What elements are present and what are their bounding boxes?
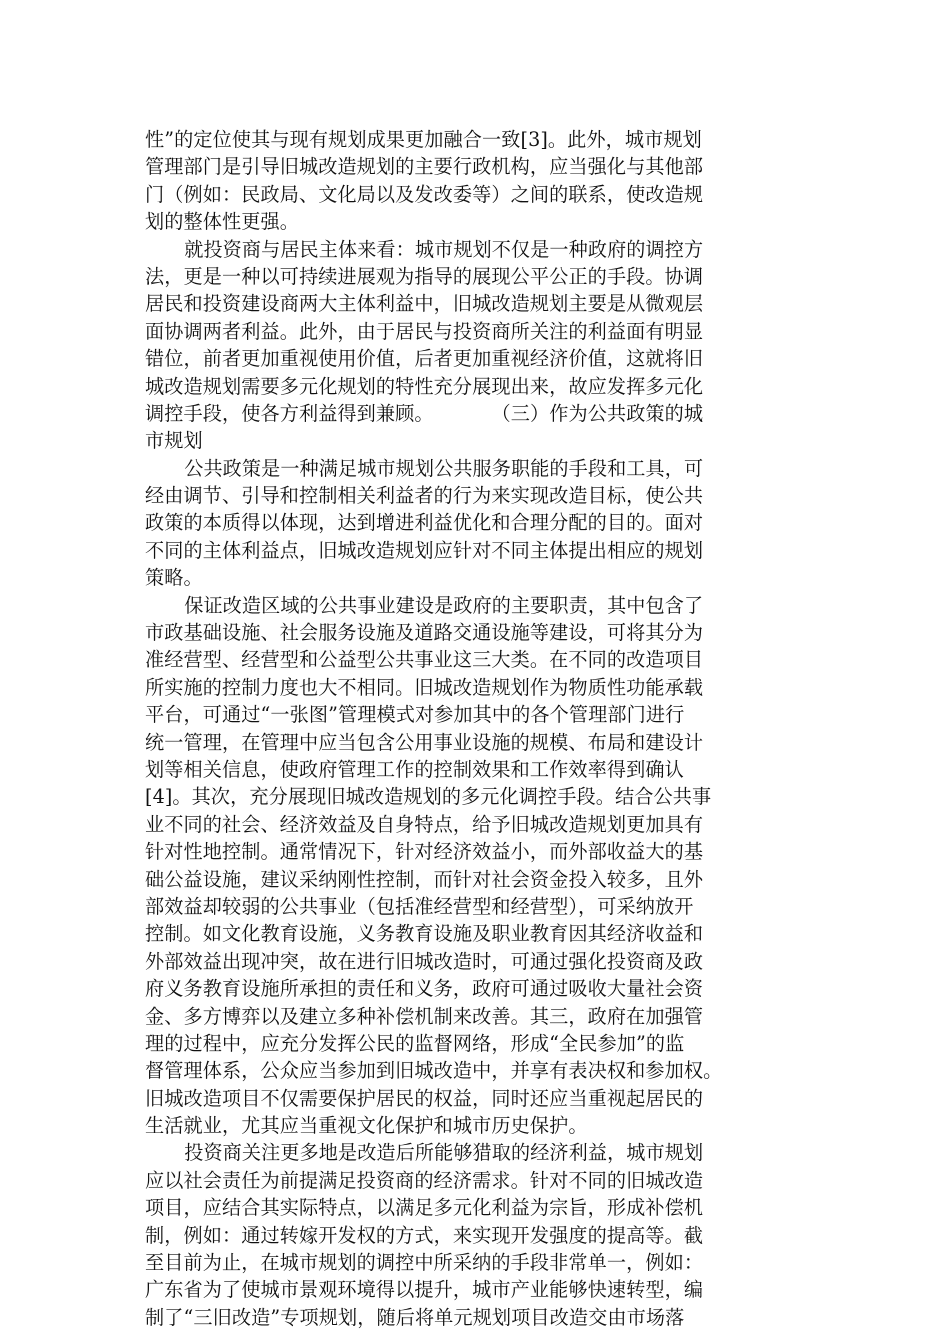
text-line: 部效益却较弱的公共事业（包括准经营型和经营型），可采纳放开 <box>145 894 694 918</box>
text-line: 准经营型、经营型和公益型公共事业这三大类。在不同的改造项目 <box>145 648 704 672</box>
document-page <box>145 126 805 1331</box>
paragraph-first-line: 保证改造区域的公共事业建设是政府的主要职责，其中包含了 <box>184 593 704 617</box>
text-line: 划的整体性更强。 <box>145 210 299 234</box>
text-line: 制，例如：通过转嫁开发权的方式，来实现开发强度的提高等。截 <box>145 1223 704 1247</box>
text-line: 管理部门是引导旧城改造规划的主要行政机构，应当强化与其他部 <box>145 155 704 179</box>
text-line: 理的过程中，应充分发挥公民的监督网络，形成“全民参加”的监 <box>145 1031 685 1055</box>
text-line: 调控手段，使各方利益得到兼顾。 （三）作为公共政策的城 <box>145 401 704 425</box>
text-line: 至目前为止，在城市规划的调控中所采纳的手段非常单一，例如： <box>145 1251 704 1275</box>
text-line: 控制。如文化教育设施，义务教育设施及职业教育因其经济收益和 <box>145 922 704 946</box>
paragraph-first-line: 投资商关注更多地是改造后所能够猎取的经济利益，城市规划 <box>184 1141 704 1165</box>
text-line: 错位，前者更加重视使用价值，后者更加重视经济价值，这就将旧 <box>145 347 704 371</box>
text-line: 府义务教育设施所承担的责任和义务，政府可通过吸收大量社会资 <box>145 977 704 1001</box>
text-line: 金、多方博弈以及建立多种补偿机制来改善。其三，政府在加强管 <box>145 1004 704 1028</box>
text-line: 法，更是一种以可持续进展观为指导的展现公平公正的手段。协调 <box>145 264 704 288</box>
text-line: 城改造规划需要多元化规划的特性充分展现出来，故应发挥多元化 <box>145 374 704 398</box>
text-line: 应以社会责任为前提满足投资商的经济需求。针对不同的旧城改造 <box>145 1168 704 1192</box>
text-line: 面协调两者利益。此外，由于居民与投资商所关注的利益面有明显 <box>145 319 704 343</box>
text-line: 统一管理，在管理中应当包含公用事业设施的规模、布局和建设计 <box>145 730 704 754</box>
text-line: 性”的定位使其与现有规划成果更加融合一致[3]。此外，城市规划 <box>145 128 702 151</box>
paragraph-first-line: 公共政策是一种满足城市规划公共服务职能的手段和工具，可 <box>184 456 704 480</box>
text-line: 所实施的控制力度也大不相同。旧城改造规划作为物质性功能承载 <box>145 675 704 699</box>
text-line: 项目，应结合其实际特点，以满足多元化利益为宗旨，形成补偿机 <box>145 1196 704 1220</box>
text-line: 针对性地控制。通常情况下，针对经济效益小，而外部收益大的基 <box>145 840 704 864</box>
text-line: 政策的本质得以体现，达到增进利益优化和合理分配的目的。面对 <box>145 511 704 535</box>
text-line: 制了“三旧改造”专项规划，随后将单元规划项目改造交由市场落 <box>145 1305 685 1329</box>
text-line: 居民和投资建设商两大主体利益中，旧城改造规划主要是从微观层 <box>145 292 704 316</box>
text-line: [4]。其次，充分展现旧城改造规划的多元化调控手段。结合公共事 <box>145 785 712 809</box>
text-line: 外部效益出现冲突，故在进行旧城改造时，可通过强化投资商及政 <box>145 949 704 973</box>
text-line: 广东省为了使城市景观环境得以提升，城市产业能够快速转型，编 <box>145 1278 704 1302</box>
text-line: 划等相关信息，使政府管理工作的控制效果和工作效率得到确认 <box>145 757 684 781</box>
text-line: 业不同的社会、经济效益及自身特点，给予旧城改造规划更加具有 <box>145 812 704 836</box>
text-line: 市规划 <box>145 429 203 453</box>
text-line: 生活就业，尤其应当重视文化保护和城市历史保护。 <box>145 1114 588 1138</box>
text-line: 平台，可通过“一张图”管理模式对参加其中的各个管理部门进行 <box>145 703 685 727</box>
text-line: 督管理体系，公众应当参加到旧城改造中，并享有表决权和参加权。 <box>145 1059 723 1083</box>
paragraph-first-line: 就投资商与居民主体来看：城市规划不仅是一种政府的调控方 <box>184 237 704 261</box>
text-line: 市政基础设施、社会服务设施及道路交通设施等建设，可将其分为 <box>145 621 704 645</box>
text-line: 策略。 <box>145 566 203 590</box>
text-line: 不同的主体利益点，旧城改造规划应针对不同主体提出相应的规划 <box>145 538 704 562</box>
text-line: 础公益设施，建议采纳刚性控制，而针对社会资金投入较多，且外 <box>145 867 704 891</box>
text-line: 门（例如：民政局、文化局以及发改委等）之间的联系，使改造规 <box>145 182 704 206</box>
text-line: 经由调节、引导和控制相关利益者的行为来实现改造目标，使公共 <box>145 484 704 508</box>
text-line: 旧城改造项目不仅需要保护居民的权益，同时还应当重视起居民的 <box>145 1086 704 1110</box>
